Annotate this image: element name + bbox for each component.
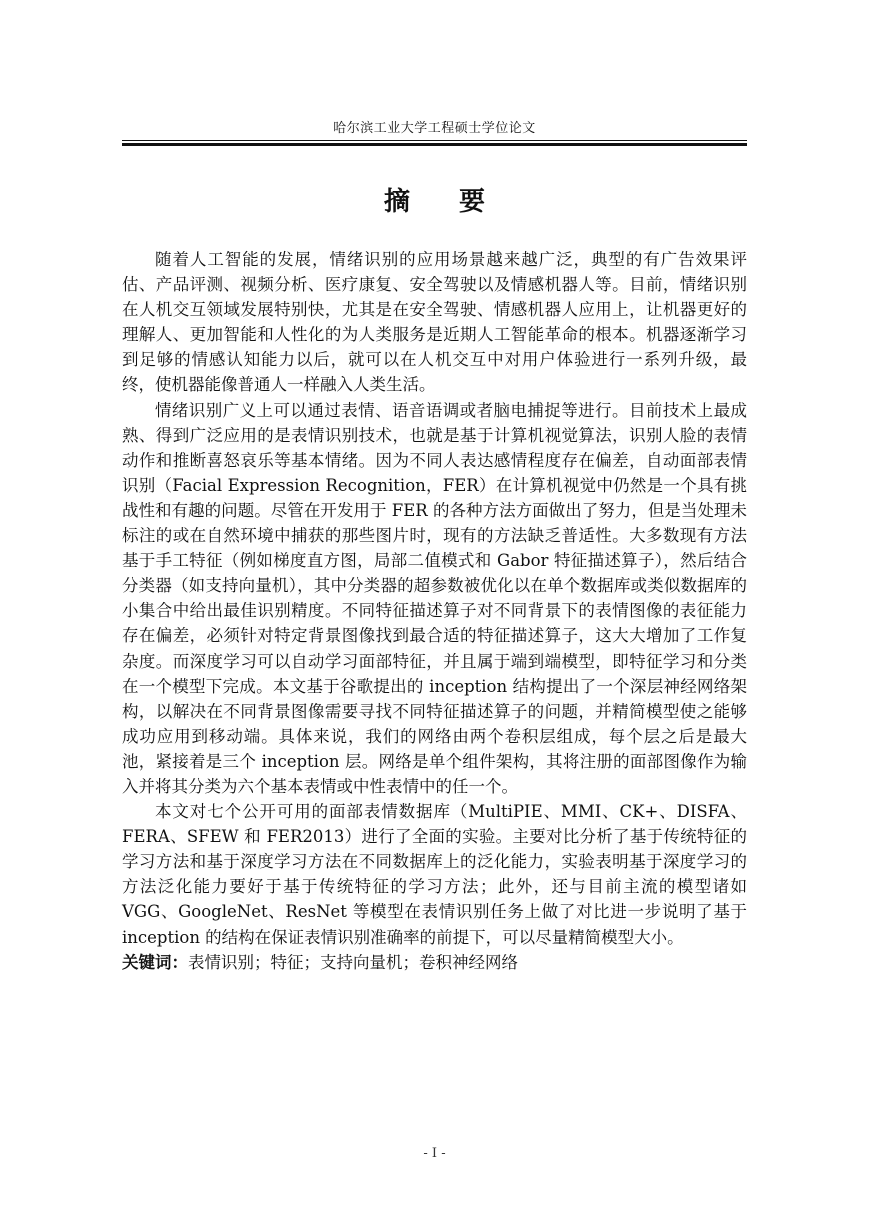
keywords-text: 表情识别；特征；支持向量机；卷积神经网络 [188,952,518,972]
header-rule-thick [122,143,747,146]
page-number: - I - [423,1146,446,1161]
abstract-paragraph-1: 随着人工智能的发展，情绪识别的应用场景越来越广泛，典型的有广告效果评估、产品评测、视频分析、医疗康复、安全驾驶以及情感机器人等。目前，情绪识别在人机交互领域发展特别快，尤其是在安全驾驶、情感机器人应用上，让机器更好的理解人、更加智能和人性化的为人类服务是近期人工智能革命的根本。机器逐渐学习到足够的情感认知能力以后，就可以在人机交互中对用户体验进行一系列升级，最终，使机器能像普通人一样融入人类生活。 [122,250,747,395]
keywords-label: 关键词： [122,952,188,972]
header-rule-thin [122,140,747,141]
abstract-paragraph-2: 情绪识别广义上可以通过表情、语音语调或者脑电捕捉等进行。目前技术上最成熟、得到广泛应用的是表情识别技术，也就是基于计算机视觉算法，识别人脸的表情动作和推断喜怒哀乐等基本情绪。因为不同人表达感情程度存在偏差，自动面部表情识别（Facial Expression Recognition，FER）在计算机视觉中仍然是一个具有挑战性和有趣的问题。尽管在开发用于 FER 的各种方法方面做出了努力，但是当处理未标注的或在自然环境中捕获的那些图片时，现有的方法缺乏普适性。大多数现有方法基于手工特征（例如梯度直方图，局部二值模式和 Gabor 特征描述算子），然后结合分类器（如支持向量机），其中分类器的超参数被优化以在单个数据库或类似数据库的小集合中给出最佳识别精度。不同特征描述算子对不同背景下的表情图像的表征能力存在偏差，必须针对特定背景图像找到最合适的特征描述算子，这大大增加了工作复杂度。而深度学习可以自动学习面部特征，并且属于端到端模型，即特征学习和分类在一个模型下完成。本文基于谷歌提出的 inception 结构提出了一个深层神经网络架构，以解决在不同背景图像需要寻找不同特征描述算子的问题，并精简模型使之能够成功应用到移动端。具体来说，我们的网络由两个卷积层组成，每个层之后是最大池，紧接着是三个 inception 层。网络是单个组件架构，其将注册的面部图像作为输入并将其分类为六个基本表情或中性表情中的任一个。 [122,400,747,796]
abstract-body [122,247,747,975]
running-header: 哈尔滨工业大学工程硕士学位论文 [333,121,536,136]
abstract-title: 摘 要 [383,187,506,217]
keywords-line [122,950,747,975]
abstract-paragraph-3: 本文对七个公开可用的面部表情数据库（MultiPIE、MMI、CK+、DISFA、FERA、SFEW 和 FER2013）进行了全面的实验。主要对比分析了基于传统特征的学习方法和基于深度学习方法在不同数据库上的泛化能力，实验表明基于深度学习的方法泛化能力要好于基于传统特征的学习方法；此外，还与目前主流的模型诸如 VGG、GoogleNet、ResNet 等模型在表情识别任务上做了对比进一步说明了基于 inception 的结构在保证表情识别准确率的前提下，可以尽量精简模型大小。 [122,802,747,947]
